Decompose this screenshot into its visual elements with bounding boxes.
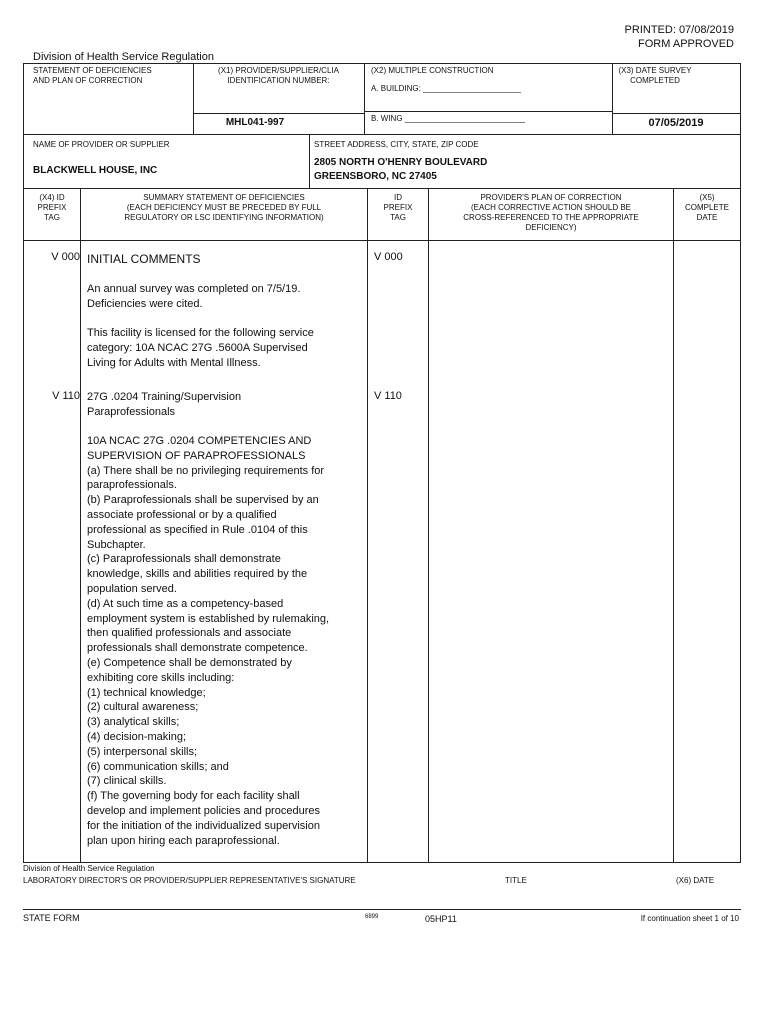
- address-line2: GREENSBORO, NC 27405: [314, 171, 437, 182]
- entry-tag: V 110: [52, 390, 80, 402]
- provider-label: NAME OF PROVIDER OR SUPPLIER: [33, 140, 170, 149]
- statement-label: STATEMENT OF DEFICIENCIES AND PLAN OF CORRECTION: [33, 66, 152, 85]
- provider-name: BLACKWELL HOUSE, INC: [33, 165, 158, 176]
- title-label: TITLE: [505, 876, 527, 885]
- x1-label: (X1) PROVIDER/SUPPLIER/CLIA IDENTIFICATION NUMBER:: [218, 66, 339, 85]
- entry-heading: 27G .0204 Training/Supervision Paraprofessionals: [87, 391, 242, 418]
- footer-division: Division of Health Service Regulation: [23, 864, 155, 873]
- entry-paragraph: This facility is licensed for the following service category: 10A NCAC 27G .5600A Supervised Living for Adults with Mental Illness.: [87, 327, 314, 369]
- x2-label: (X2) MULTIPLE CONSTRUCTION: [371, 66, 494, 75]
- event-id: 05HP11: [425, 914, 457, 924]
- x5-header: (X5) COMPLETE DATE: [684, 193, 729, 222]
- continuation-note: If continuation sheet 1 of 10: [640, 914, 739, 923]
- entry-paragraph: 10A NCAC 27G .0204 COMPETENCIES AND SUPERVISION OF PARAPROFESSIONALS (a) There shall be no privileging requirements for paraprofessionals. (b) Paraprofessionals shall be supervised by an associate professional or by a qualified professional as specified in Rule .0104 of this Subchapter. (c) Paraprofessionals shall demonstrate knowledge, skills and abilities required by the population served. (d) At such time as a competency-based employment system is established by rulemaking, then qualified professionals and associate professionals shall demonstrate competence. (e) Competence shall be demonstrated by exhibiting core skills including: (1) technical knowledge; (2) cultural awareness; (3) analytical skills; (4) decision-making; (5) interpersonal skills; (6) communication skills; and (7) clinical skills. (f) The governing body for each facility shall develop and implement policies and procedures for the initiation of the individualized supervision plan upon hiring each paraprofessional.: [87, 435, 330, 847]
- plan-header: PROVIDER'S PLAN OF CORRECTION (EACH CORRECTIVE ACTION SHOULD BE CROSS-REFERENCED TO THE APPROPRIATE DEFICIENCY): [463, 193, 639, 232]
- x6-date-label: (X6) DATE: [676, 876, 715, 885]
- printed-date: PRINTED: 07/08/2019: [624, 24, 734, 36]
- x3-value: 07/05/2019: [648, 117, 704, 129]
- entry-tag: V 000: [51, 251, 80, 263]
- summary-header: SUMMARY STATEMENT OF DEFICIENCIES (EACH DEFICIENCY MUST BE PRECEDED BY FULL REGULATORY OR LSC IDENTIFYING INFORMATION): [124, 193, 324, 222]
- entry-id-tag: V 000: [374, 251, 403, 263]
- x3-label: (X3) DATE SURVEY COMPLETED: [618, 66, 692, 85]
- address-line1: 2805 NORTH O'HENRY BOULEVARD: [314, 157, 488, 168]
- x2-building: A. BUILDING: ______________________: [371, 84, 521, 93]
- x1-value: MHL041-997: [225, 117, 285, 128]
- state-form-label: STATE FORM: [23, 913, 80, 923]
- x4-header: (X4) ID PREFIX TAG: [37, 193, 67, 222]
- entry-paragraph: An annual survey was completed on 7/5/19. Deficiencies were cited.: [87, 283, 301, 310]
- entry-heading: INITIAL COMMENTS: [87, 252, 201, 266]
- signature-label: LABORATORY DIRECTOR'S OR PROVIDER/SUPPLIER REPRESENTATIVE'S SIGNATURE: [23, 876, 356, 885]
- form-code: 6899: [365, 914, 379, 920]
- x2-wing: B. WING ___________________________: [371, 114, 525, 123]
- id-header: ID PREFIX TAG: [383, 193, 413, 222]
- form-approved: FORM APPROVED: [638, 38, 734, 50]
- division-heading: Division of Health Service Regulation: [33, 51, 214, 63]
- entry-id-tag: V 110: [374, 390, 402, 402]
- address-label: STREET ADDRESS, CITY, STATE, ZIP CODE: [314, 140, 479, 149]
